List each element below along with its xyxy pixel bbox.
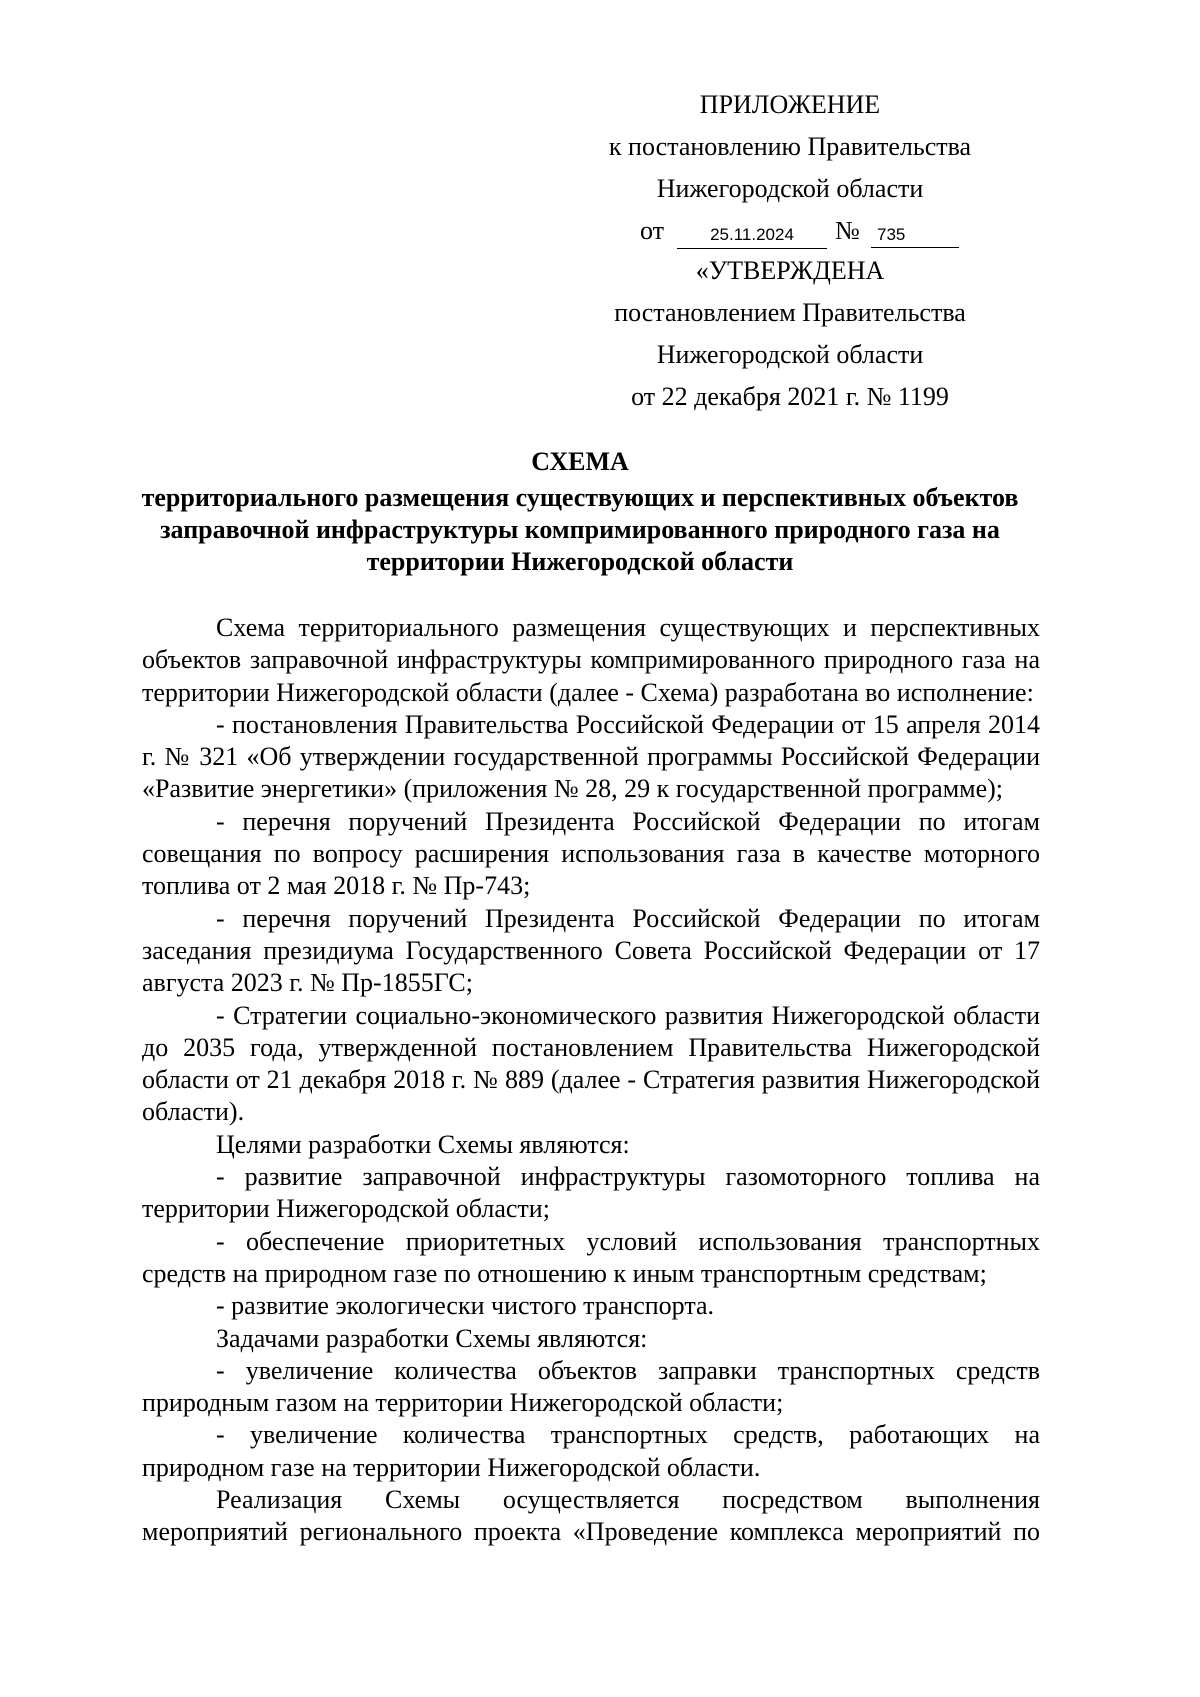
appendix-header [580, 84, 1000, 252]
document-title-block [120, 446, 1040, 578]
body-paragraph: - Стратегии социально-экономического развития Нижегородской области до 2035 года, утвержденной постановлением Правительства Нижегородской области от 21 декабря 2018 г. № 889 (далее - Стратегия развития Нижегородской области). [142, 1000, 1040, 1127]
from-label: от [640, 216, 665, 245]
number-sign: № [835, 216, 860, 245]
body-paragraph: Целями разработки Схемы являются: [216, 1129, 630, 1159]
body-paragraph: - обеспечение приоритетных условий использования транспортных средств на природном газе по отношению к иным транспортным средствам; [142, 1226, 1040, 1288]
body-paragraph: - увеличение количества объектов заправки транспортных средств природным газом на территории Нижегородской области; [142, 1355, 1040, 1418]
appendix-line-1: к постановлению Правительства [608, 132, 972, 161]
approved-line-2: постановлением Правительства [614, 298, 966, 327]
appendix-line-2: Нижегородской области [656, 174, 924, 203]
body-paragraph: - перечня поручений Президента Российской Федерации по итогам заседания президиума Государственного Совета Российской Федерации от 17 августа 2023 г. № Пр-1855ГС; [142, 903, 1040, 998]
body-paragraph: Задачами разработки Схемы являются: [216, 1323, 648, 1353]
body-paragraph: Реализация Схемы осуществляется посредством выполнения мероприятий регионального проекта «Проведение комплекса мероприятий по [142, 1485, 1040, 1547]
body-paragraph: - постановления Правительства Российской Федерации от 15 апреля 2014 г. № 321 «Об утверждении государственной программы Российской Федерации «Развитие энергетики» (приложения № 28, 29 к государственной программе); [142, 709, 1040, 804]
approved-line-1: «УТВЕРЖДЕНА [695, 256, 885, 285]
body-paragraph: - развитие заправочной инфраструктуры газомоторного топлива на территории Нижегородской области; [142, 1162, 1040, 1224]
body-paragraph: - увеличение количества транспортных средств, работающих на природном газе на территории Нижегородской области. [142, 1420, 1040, 1482]
document-title: СХЕМА [531, 447, 629, 476]
body-paragraph: - развитие экологически чистого транспорта. [216, 1291, 715, 1321]
document-subtitle: территориального размещения существующих и перспективных объектов заправочной инфраструктуры компримированного природного газа на территории Нижегородской области [141, 483, 1019, 576]
document-body [142, 612, 1040, 1549]
date-field: 25.11.2024 [677, 225, 827, 249]
approved-line-4: от 22 декабря 2021 г. № 1199 [631, 382, 949, 411]
appendix-date-number-line [580, 210, 1000, 252]
approved-line-3: Нижегородской области [656, 340, 924, 369]
approval-stamp-block [580, 250, 1000, 418]
body-paragraph: Схема территориального размещения существующих и перспективных объектов заправочной инфраструктуры компримированного природного газа на территории Нижегородской области (далее - Схема) разработана во исполнение: [142, 613, 1040, 707]
appendix-title: ПРИЛОЖЕНИЕ [699, 90, 881, 119]
number-field: 735 [871, 225, 959, 248]
body-paragraph: - перечня поручений Президента Российской Федерации по итогам совещания по вопросу расширения использования газа в качестве моторного топлива от 2 мая 2018 г. № Пр-743; [142, 806, 1040, 901]
